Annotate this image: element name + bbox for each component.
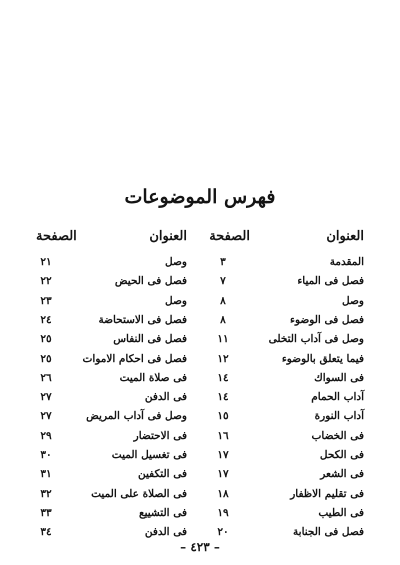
entry-title-left: فى الدفن bbox=[144, 391, 187, 404]
entry-title-left: فى الصلاة على الميت bbox=[91, 487, 187, 500]
entry-page-right: ٨ bbox=[220, 294, 226, 307]
table-row bbox=[0, 353, 400, 371]
entry-page-right: ١١ bbox=[217, 333, 229, 346]
entry-title-left: فصل فى النفاس bbox=[113, 333, 187, 346]
entry-page-left: ٣١ bbox=[40, 468, 52, 481]
entry-title-left: فى الاحتضار bbox=[133, 429, 187, 442]
entry-title-right: فصل فى الجنابة bbox=[293, 526, 364, 539]
page-number: – ٤٢٣ – bbox=[180, 540, 220, 554]
entry-page-left: ٢٧ bbox=[40, 410, 52, 423]
entry-title-right: وصل فى آداب التخلى bbox=[268, 333, 364, 346]
entry-title-right: وصل bbox=[342, 294, 364, 307]
table-row bbox=[0, 275, 400, 293]
table-row bbox=[0, 333, 400, 351]
table-row bbox=[0, 372, 400, 390]
entry-page-right: ١٤ bbox=[217, 391, 229, 404]
entry-title-left: فصل فى احكام الاموات bbox=[82, 352, 187, 365]
header-title-right: العنوان bbox=[326, 229, 364, 244]
entry-page-left: ٢٧ bbox=[40, 391, 52, 404]
entry-page-left: ٣٢ bbox=[40, 487, 52, 500]
entry-title-left: فى صلاة الميت bbox=[119, 371, 187, 384]
entry-title-right: فى الكحل bbox=[319, 449, 364, 461]
header-title-left: العنوان bbox=[149, 229, 187, 244]
table-row bbox=[0, 430, 400, 448]
table-row bbox=[0, 507, 400, 525]
entry-page-right: ١٧ bbox=[217, 468, 229, 481]
entry-title-right: فيما يتعلق بالوضوء bbox=[281, 352, 364, 365]
table-row bbox=[0, 314, 400, 332]
entry-page-left: ٢٩ bbox=[40, 429, 52, 442]
entry-page-right: ٣ bbox=[220, 256, 226, 268]
entry-page-left: ٢٦ bbox=[40, 371, 52, 384]
entry-title-left: فى تغسيل الميت bbox=[111, 449, 187, 461]
table-row bbox=[0, 295, 400, 313]
entry-title-left: فى الدفن bbox=[144, 526, 187, 539]
entry-title-right: فصل فى الوضوء bbox=[290, 313, 364, 326]
entry-page-right: ٧ bbox=[220, 275, 226, 288]
entry-title-right: فى السواك bbox=[314, 371, 364, 384]
table-row bbox=[0, 256, 400, 274]
table-row bbox=[0, 468, 400, 486]
table-row bbox=[0, 488, 400, 506]
entry-page-right: ١٢ bbox=[217, 352, 229, 365]
entry-page-right: ١٧ bbox=[217, 449, 229, 461]
entry-title-right: المقدمة bbox=[329, 256, 364, 268]
entry-title-left: فى التشييع bbox=[138, 506, 187, 519]
entry-page-left: ٣٣ bbox=[40, 506, 52, 519]
entry-page-left: ٢٢ bbox=[40, 275, 52, 288]
entry-title-left: فصل فى الاستحاضة bbox=[98, 313, 187, 326]
entry-title-right: آداب النورة bbox=[314, 410, 364, 423]
entry-title-left: وصل bbox=[165, 294, 187, 307]
entry-title-left: وصل فى آداب المريض bbox=[86, 410, 187, 423]
header-page-left: الصفحة bbox=[36, 229, 77, 244]
entry-page-left: ٢٥ bbox=[40, 333, 52, 346]
entry-title-right: فى تقليم الاظفار bbox=[290, 487, 364, 500]
entry-page-right: ١٥ bbox=[217, 410, 229, 423]
entry-page-left: ٢٤ bbox=[40, 313, 52, 326]
table-row bbox=[0, 449, 400, 467]
table-row bbox=[0, 391, 400, 409]
entry-page-right: ٨ bbox=[220, 313, 226, 326]
entry-page-right: ١٨ bbox=[217, 487, 229, 500]
entry-page-right: ١٦ bbox=[217, 429, 229, 442]
entry-title-left: فصل فى الحيض bbox=[114, 275, 187, 288]
entry-title-right: فى الطيب bbox=[318, 506, 364, 519]
entry-page-right: ١٩ bbox=[217, 506, 229, 519]
header-page-right: الصفحة bbox=[209, 229, 250, 244]
entry-page-left: ٢٣ bbox=[40, 294, 52, 307]
entry-page-left: ٢٥ bbox=[40, 352, 52, 365]
entry-page-right: ١٤ bbox=[217, 371, 229, 384]
entry-title-right: فى الخضاب bbox=[311, 429, 364, 442]
entry-page-left: ٣٠ bbox=[40, 449, 52, 461]
entry-title-right: فصل فى المياء bbox=[297, 275, 364, 288]
page-title: فهرس الموضوعات bbox=[124, 186, 276, 208]
entry-page-left: ٣٤ bbox=[40, 526, 52, 539]
entry-title-left: وصل bbox=[165, 256, 187, 268]
table-row bbox=[0, 410, 400, 428]
entry-title-right: فى الشعر bbox=[320, 468, 364, 481]
entry-title-left: فى التكفين bbox=[138, 468, 187, 481]
entry-page-left: ٢١ bbox=[40, 256, 52, 268]
entry-title-right: آداب الحمام bbox=[311, 391, 364, 404]
entry-page-right: ٢٠ bbox=[217, 526, 229, 539]
